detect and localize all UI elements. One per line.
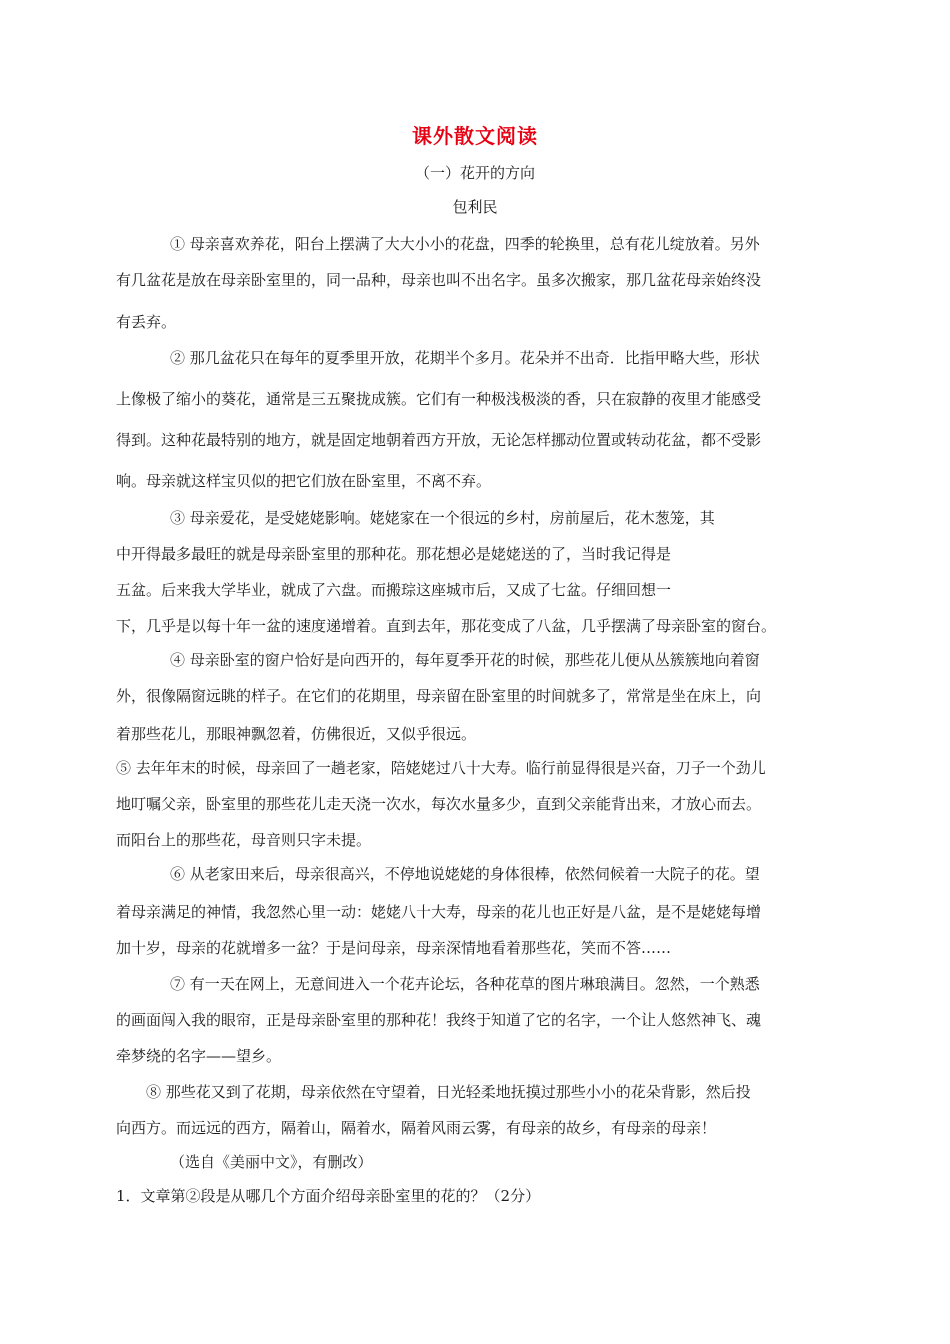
essay-author: 包利民 [452, 198, 498, 216]
paragraph-3-line-4: 下，几乎是以每十年一盆的速度递增着。直到去年，那花变成了八盆，几乎摆满了母亲卧室的窗台。 [116, 617, 777, 635]
paragraph-1-line-1: ① 母亲喜欢养花，阳台上摆满了大大小小的花盘，四季的轮换里，总有花儿绽放着。另外 [170, 235, 760, 253]
paragraph-5-line-3: 而阳台上的那些花，母音则只字未提。 [116, 831, 372, 849]
paragraph-1-line-2: 有几盆花是放在母亲卧室里的，同一品种，母亲也叫不出名字。虽多次搬家，那几盆花母亲始终没 [116, 271, 762, 289]
paragraph-6-line-3: 加十岁，母亲的花就增多一盆？于是问母亲，母亲深情地看着那些花，笑而不答…… [116, 939, 672, 957]
paragraph-2-line-4: 响。母亲就这样宝贝似的把它们放在卧室里，不离不弃。 [116, 472, 492, 490]
paragraph-8-line-1: ⑧ 那些花又到了花期，母亲依然在守望着，日光轻柔地抚摸过那些小小的花朵背影，然后投 [146, 1083, 751, 1101]
essay-title: （一）花开的方向 [414, 164, 535, 182]
paragraph-1-line-3: 有丢弃。 [116, 313, 177, 331]
document-title: 课外散文阅读 [412, 124, 538, 148]
source-note: （选自《美丽中文》，有删改） [170, 1153, 373, 1171]
paragraph-3-line-1: ③ 母亲爱花，是受姥姥影响。姥姥家在一个很远的乡村，房前屋后，花木葱笼，其 [170, 509, 715, 527]
paragraph-8-line-2: 向西方。而远远的西方，隔着山，隔着水，隔着风雨云雾，有母亲的故乡，有母亲的母亲！ [116, 1119, 717, 1137]
paragraph-5-line-2: 地叮嘱父亲，卧室里的那些花儿走天浇一次水，每次水量多少，直到父亲能背出来，才放心而去。 [116, 795, 762, 813]
paragraph-2-line-1: ② 那几盆花只在每年的夏季里开放，花期半个多月。花朵并不出奇．比指甲略大些，形状 [170, 349, 760, 367]
paragraph-4-line-1: ④ 母亲卧室的窗户恰好是向西开的，每年夏季开花的时候，那些花儿便从丛簇簇地向着窗 [170, 651, 760, 669]
paragraph-2-line-2: 上像极了缩小的葵花，通常是三五聚拢成簇。它们有一种极浅极淡的香，只在寂静的夜里才能感受 [116, 390, 762, 408]
paragraph-6-line-2: 着母亲满足的神情，我忽然心里一动：姥姥八十大寿，母亲的花儿也正好是八盆，是不是姥姥每增 [116, 903, 762, 921]
paragraph-3-line-3: 五盆。后来我大学毕业，就成了六盘。而搬琮这座城市后，又成了七盆。仔细回想一 [116, 581, 672, 599]
paragraph-7-line-2: 的画面闯入我的眼帘，正是母亲卧室里的那种花！我终于知道了它的名字，一个让人悠然神飞、魂 [116, 1011, 762, 1029]
paragraph-2-line-3: 得到。这种花最特别的地方，就是固定地朝着西方开放，无论怎样挪动位置或转动花盆，都不受影 [116, 431, 762, 449]
paragraph-7-line-3: 牵梦绕的名字——望乡。 [116, 1047, 282, 1065]
paragraph-4-line-3: 着那些花儿，那眼神飘忽着，仿佛很近，又似乎很远。 [116, 725, 477, 743]
paragraph-5-line-1: ⑤ 去年年末的时候，母亲回了一趟老家，陪姥姥过八十大寿。临行前显得很是兴奋，刀子一个劲儿 [116, 759, 766, 777]
paragraph-3-line-2: 中开得最多最旺的就是母亲卧室里的那种花。那花想必是姥姥送的了，当时我记得是 [116, 545, 672, 563]
question-1: 1．文章第②段是从哪几个方面介绍母亲卧室里的花的？（2分） [116, 1187, 541, 1205]
paragraph-6-line-1: ⑥ 从老家田来后，母亲很高兴，不停地说姥姥的身体很棒，依然伺候着一大院子的花。望 [170, 865, 760, 883]
paragraph-7-line-1: ⑦ 有一天在网上，无意间进入一个花卉论坛，各种花草的图片琳琅满目。忽然，一个熟悉 [170, 975, 760, 993]
paragraph-4-line-2: 外，很像隔窗远眺的样子。在它们的花期里，母亲留在卧室里的时间就多了，常常是坐在床上，向 [116, 687, 762, 705]
